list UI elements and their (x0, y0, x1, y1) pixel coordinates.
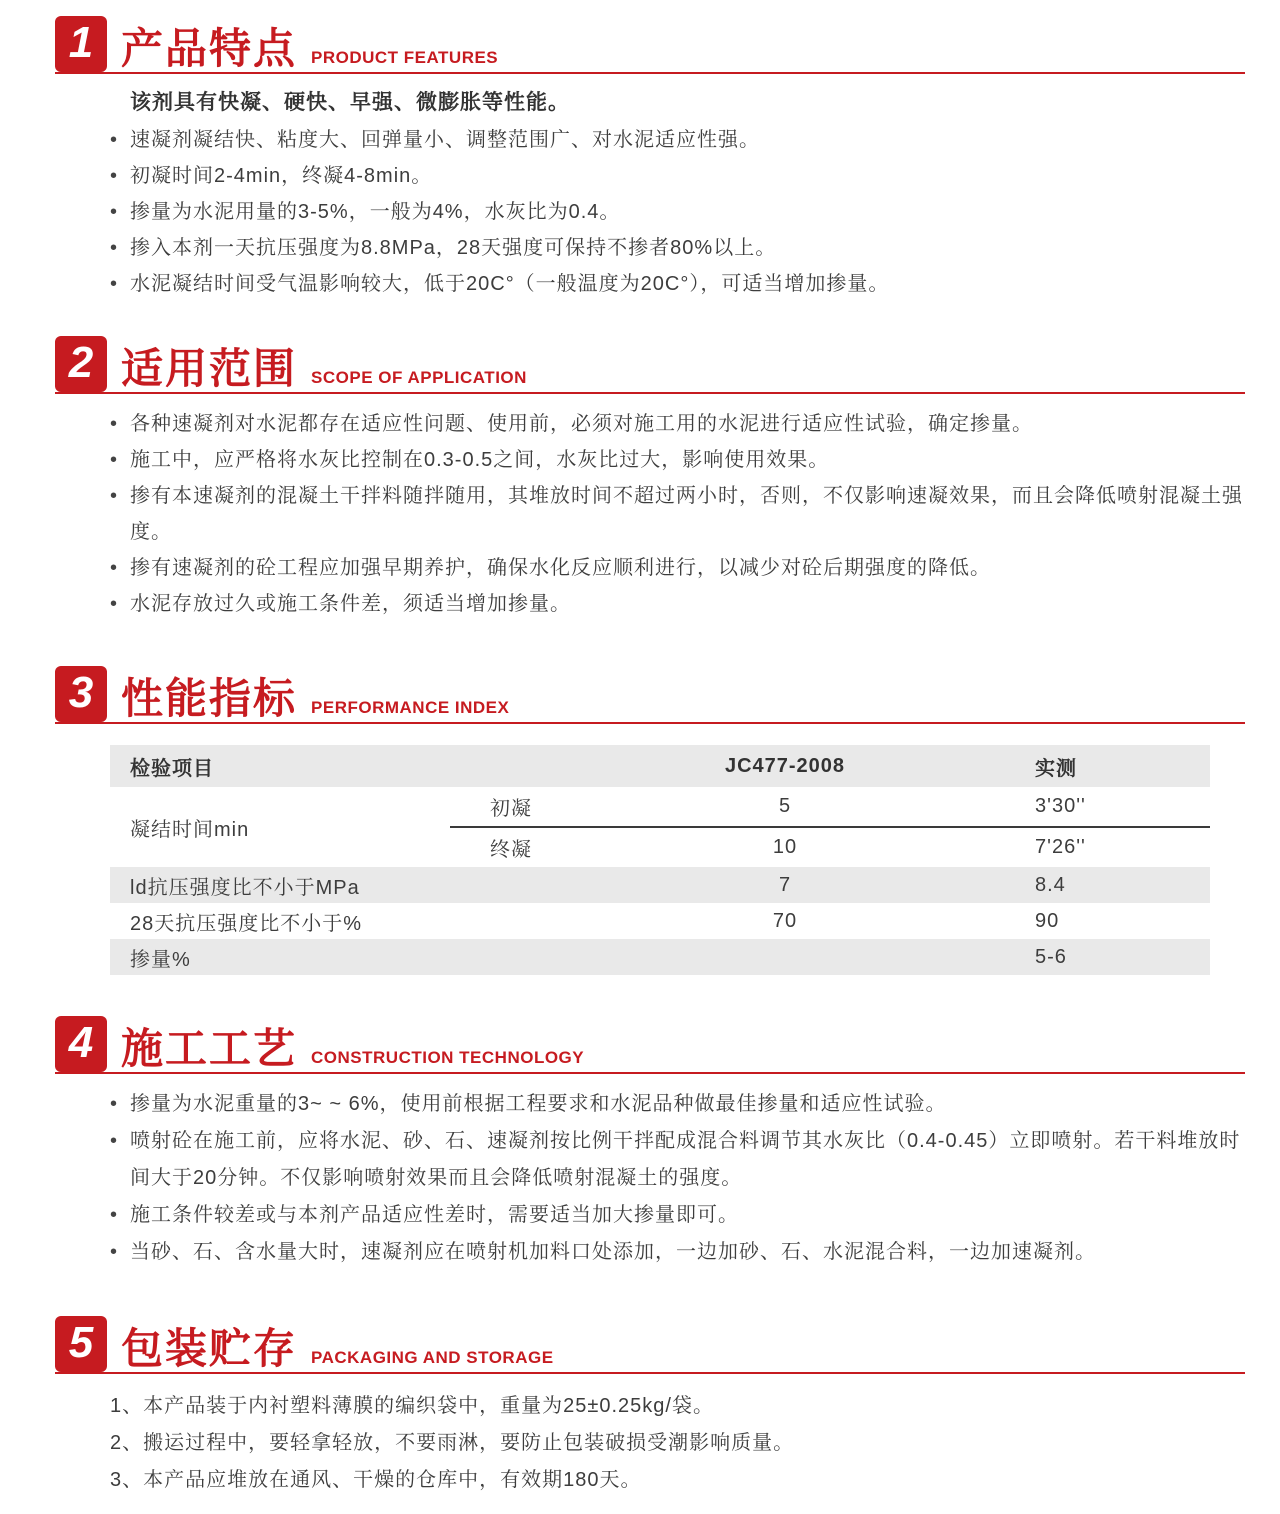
list-item: • 喷射砼在施工前，应将水泥、砂、石、速凝剂按比例干拌配成混合料调节其水灰比（0.4-0.45）立即喷射。若干料堆放时间大于20分钟。不仅影响喷射效果而且会降低喷射混凝土的强度。 (130, 1123, 1245, 1197)
section-header (55, 1318, 1245, 1374)
table-row (110, 903, 1210, 939)
subrow-label: 终凝 (490, 839, 532, 861)
list-item: • 掺有本速凝剂的混凝土干拌料随拌随用，其堆放时间不超过两小时，否则，不仅影响速凝效果，而且会降低喷射混凝土强度。 (130, 478, 1245, 550)
list-item: • 各种速凝剂对水泥都存在适应性问题、使用前，必须对施工用的水泥进行适应性试验，确定掺量。 (130, 406, 1245, 442)
section-product-features (0, 18, 1280, 302)
col-header-item: 检验项目 (130, 757, 214, 780)
section-body (110, 1388, 1245, 1499)
list-item: • 速凝剂凝结快、粘度大、回弹量小、调整范围广、对水泥适应性强。 (130, 122, 1245, 158)
construction-list (130, 1086, 1245, 1271)
section-body (130, 406, 1245, 622)
performance-table (110, 745, 1210, 975)
section-title-zh: 产品特点 (121, 25, 298, 72)
table-subrow (450, 787, 1210, 826)
list-item: 3、本产品应堆放在通风、干燥的仓库中，有效期180天。 (110, 1469, 642, 1491)
section-header (55, 668, 1245, 724)
list-item: • 掺入本剂一天抗压强度为8.8MPa，28天强度可保持不掺者80%以上。 (130, 230, 1245, 266)
list-item: • 掺有速凝剂的砼工程应加强早期养护，确保水化反应顺利进行，以减少对砼后期强度的降低。 (130, 550, 1245, 586)
table-subrow (450, 828, 1210, 867)
col-header-measured: 实测 (1035, 757, 1077, 780)
list-item: 1、本产品装于内衬塑料薄膜的编织袋中，重量为25±0.25kg/袋。 (110, 1395, 714, 1417)
packaging-list (110, 1388, 1245, 1499)
row-label: 凝结时间min (130, 818, 250, 841)
section-title-en: SCOPE OF APPLICATION (311, 368, 527, 387)
row-measured: 8.4 (1035, 873, 1066, 896)
section-number-badge: 3 (55, 666, 107, 722)
subrow-standard: 10 (772, 836, 798, 858)
table-header-row (110, 745, 1210, 787)
row-standard: 7 (778, 873, 792, 896)
section-title-en: CONSTRUCTION TECHNOLOGY (311, 1048, 585, 1067)
list-item: • 水泥凝结时间受气温影响较大，低于20C°（一般温度为20C°），可适当增加掺量。 (130, 266, 1245, 302)
list-item: • 施工条件较差或与本剂产品适应性差时，需要适当加大掺量即可。 (130, 1197, 1245, 1234)
row-measured: 90 (1035, 909, 1060, 932)
subrow-label: 初凝 (490, 798, 532, 820)
section-performance (0, 668, 1280, 975)
list-item: 2、搬运过程中，要轻拿轻放，不要雨淋，要防止包装破损受潮影响质量。 (110, 1432, 795, 1454)
setting-time-subrows (450, 787, 1210, 867)
row-standard: 70 (772, 909, 798, 932)
section-title-en: PRODUCT FEATURES (311, 48, 499, 67)
section-title-zh: 施工工艺 (121, 1025, 298, 1072)
subrow-measured: 3'30'' (1035, 795, 1086, 817)
col-header-standard: JC477-2008 (724, 754, 846, 777)
list-item: • 初凝时间2-4min，终凝4-8min。 (130, 158, 1245, 194)
feature-list (130, 122, 1245, 302)
subrow-measured: 7'26'' (1035, 836, 1086, 858)
section-number-badge: 5 (55, 1316, 107, 1372)
section-number-badge: 2 (55, 336, 107, 392)
section-header (55, 1018, 1245, 1074)
list-item: • 掺量为水泥用量的3-5%，一般为4%，水灰比为0.4。 (130, 194, 1245, 230)
section-title-zh: 性能指标 (121, 675, 298, 722)
row-label: ld抗压强度比不小于MPa (130, 876, 360, 899)
section-header (55, 18, 1245, 74)
section-scope (0, 338, 1280, 622)
list-item: • 水泥存放过久或施工条件差，须适当增加掺量。 (130, 586, 1245, 622)
section-title-zh: 包装贮存 (121, 1325, 298, 1372)
list-item: • 掺量为水泥重量的3~ ~ 6%，使用前根据工程要求和水泥品种做最佳掺量和适应性试验。 (130, 1086, 1245, 1123)
section-body (130, 86, 1245, 302)
list-item: • 施工中，应严格将水灰比控制在0.3-0.5之间，水灰比过大，影响使用效果。 (130, 442, 1245, 478)
section-header (55, 338, 1245, 394)
row-label: 28天抗压强度比不小于% (130, 912, 363, 935)
table-row-setting-time (110, 787, 1210, 867)
section-title-en: PACKAGING AND STORAGE (311, 1348, 554, 1367)
subrow-standard: 5 (778, 795, 792, 817)
section-number-badge: 1 (55, 16, 107, 72)
list-item: • 当砂、石、含水量大时，速凝剂应在喷射机加料口处添加，一边加砂、石、水泥混合料，一边加速凝剂。 (130, 1234, 1245, 1271)
section-body (130, 1086, 1245, 1271)
row-label: 掺量% (130, 948, 191, 971)
section-number-badge: 4 (55, 1016, 107, 1072)
scope-list (130, 406, 1245, 622)
section-packaging (0, 1318, 1280, 1499)
section-title-en: PERFORMANCE INDEX (311, 698, 510, 717)
intro-statement: 该剂具有快凝、硬快、早强、微膨胀等性能。 (130, 91, 570, 114)
table-row (110, 939, 1210, 975)
row-measured: 5-6 (1035, 945, 1067, 968)
section-title-zh: 适用范围 (121, 345, 298, 392)
section-construction (0, 1018, 1280, 1271)
table-row (110, 867, 1210, 903)
